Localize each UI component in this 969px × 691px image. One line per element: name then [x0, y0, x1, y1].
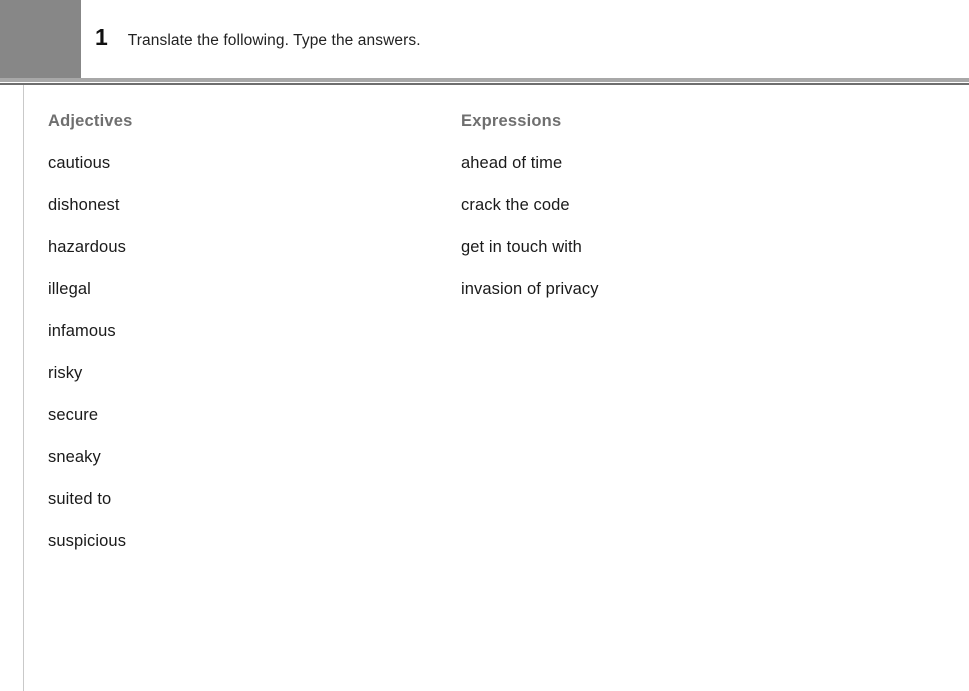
header-color-block — [0, 0, 81, 78]
exercise-title-row — [95, 26, 421, 49]
list-item: hazardous — [48, 238, 126, 256]
list-item: illegal — [48, 280, 91, 298]
list-item: invasion of privacy — [461, 280, 599, 298]
list-item: secure — [48, 406, 99, 424]
list-item: dishonest — [48, 196, 120, 214]
column-expressions — [461, 85, 901, 298]
list-item: ahead of time — [461, 154, 563, 172]
column-heading-expressions: Expressions — [461, 112, 562, 130]
list-item: suspicious — [48, 532, 127, 550]
list-item: sneaky — [48, 448, 101, 466]
exercise-header — [0, 0, 969, 78]
exercise-content — [0, 85, 969, 691]
list-item: infamous — [48, 322, 116, 340]
list-item: risky — [48, 364, 83, 382]
list-item: suited to — [48, 490, 112, 508]
exercise-number: 1 — [95, 24, 108, 50]
column-adjectives — [48, 85, 438, 550]
content-left-rule — [23, 85, 24, 691]
exercise-instruction: Translate the following. Type the answers. — [127, 32, 421, 49]
word-list-expressions — [461, 130, 901, 298]
list-item: cautious — [48, 154, 111, 172]
header-divider-light — [0, 78, 969, 82]
list-item: crack the code — [461, 196, 570, 214]
column-heading-adjectives: Adjectives — [48, 112, 133, 130]
word-list-adjectives — [48, 130, 438, 550]
list-item: get in touch with — [461, 238, 582, 256]
